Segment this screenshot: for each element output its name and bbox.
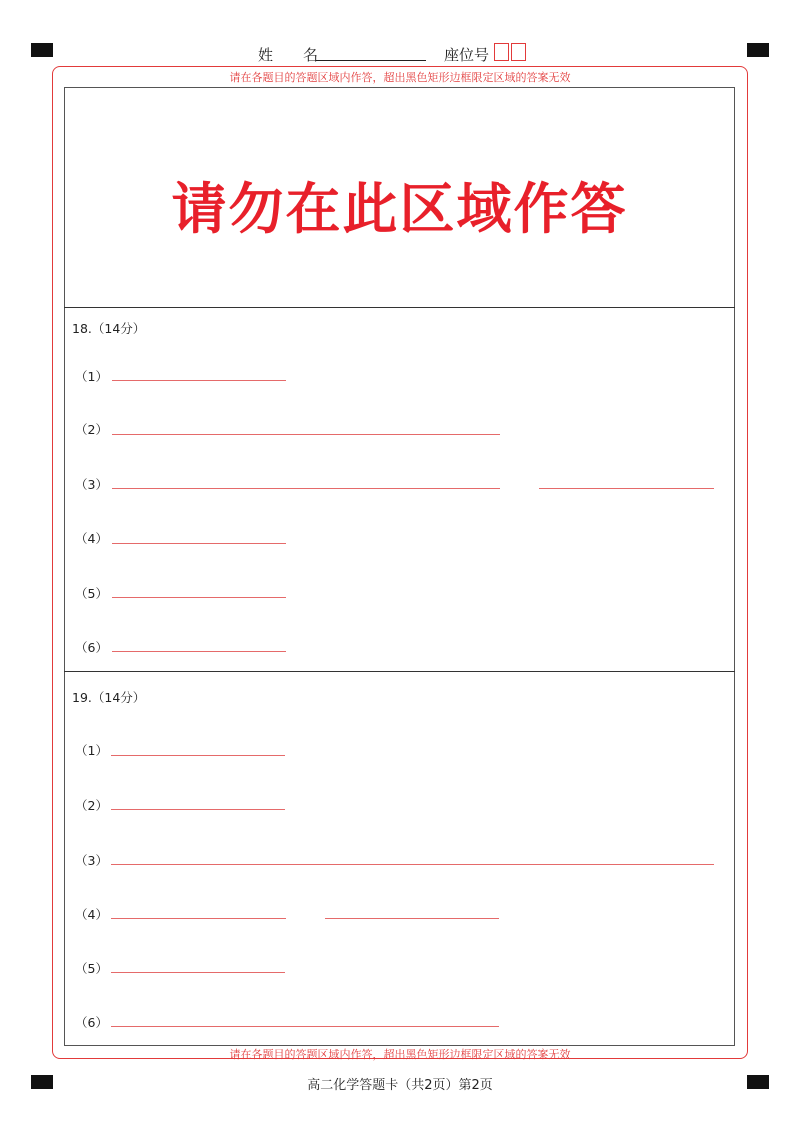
- answer-line[interactable]: [112, 434, 500, 435]
- answer-line[interactable]: [111, 755, 285, 756]
- part-label: （6）: [75, 640, 108, 655]
- answer-line[interactable]: [112, 651, 286, 652]
- part-label: （5）: [75, 961, 108, 976]
- page-footer: 高二化学答题卡（共2页）第2页: [307, 1078, 493, 1093]
- answer-line[interactable]: [111, 864, 714, 865]
- part-label: （1）: [75, 743, 108, 758]
- question-title: 18.（14分）: [72, 321, 146, 336]
- answer-line[interactable]: [111, 1026, 499, 1027]
- part-label: （1）: [75, 369, 108, 384]
- warning-bottom: 请在各题目的答题区域内作答，超出黑色矩形边框限定区域的答案无效: [229, 1048, 571, 1061]
- part-label: （3）: [75, 477, 108, 492]
- answer-line[interactable]: [111, 972, 285, 973]
- section-divider: [64, 671, 735, 672]
- part-label: （5）: [75, 586, 108, 601]
- no-answer-zone-notice: 请勿在此区域作答: [171, 177, 628, 241]
- part-label: （3）: [75, 853, 108, 868]
- part-label: （4）: [75, 907, 108, 922]
- name-label: 姓 名: [258, 46, 319, 64]
- part-label: （6）: [75, 1015, 108, 1030]
- part-label: （4）: [75, 531, 108, 546]
- answer-line[interactable]: [112, 380, 286, 381]
- section-divider: [64, 307, 735, 308]
- warning-top: 请在各题目的答题区域内作答，超出黑色矩形边框限定区域的答案无效: [229, 71, 571, 84]
- answer-line[interactable]: [112, 488, 500, 489]
- seat-number-box-2[interactable]: [511, 43, 526, 61]
- answer-line[interactable]: [111, 918, 286, 919]
- answer-line[interactable]: [112, 597, 286, 598]
- answer-line[interactable]: [539, 488, 714, 489]
- seat-number-box-1[interactable]: [494, 43, 509, 61]
- alignment-marker-top-right: [747, 43, 769, 57]
- seat-number-label: 座位号: [444, 46, 490, 64]
- part-label: （2）: [75, 798, 108, 813]
- name-field[interactable]: [316, 60, 426, 61]
- answer-line[interactable]: [111, 809, 285, 810]
- answer-line[interactable]: [112, 543, 286, 544]
- alignment-marker-top-left: [31, 43, 53, 57]
- question-title: 19.（14分）: [72, 690, 146, 705]
- answer-line[interactable]: [325, 918, 499, 919]
- part-label: （2）: [75, 422, 108, 437]
